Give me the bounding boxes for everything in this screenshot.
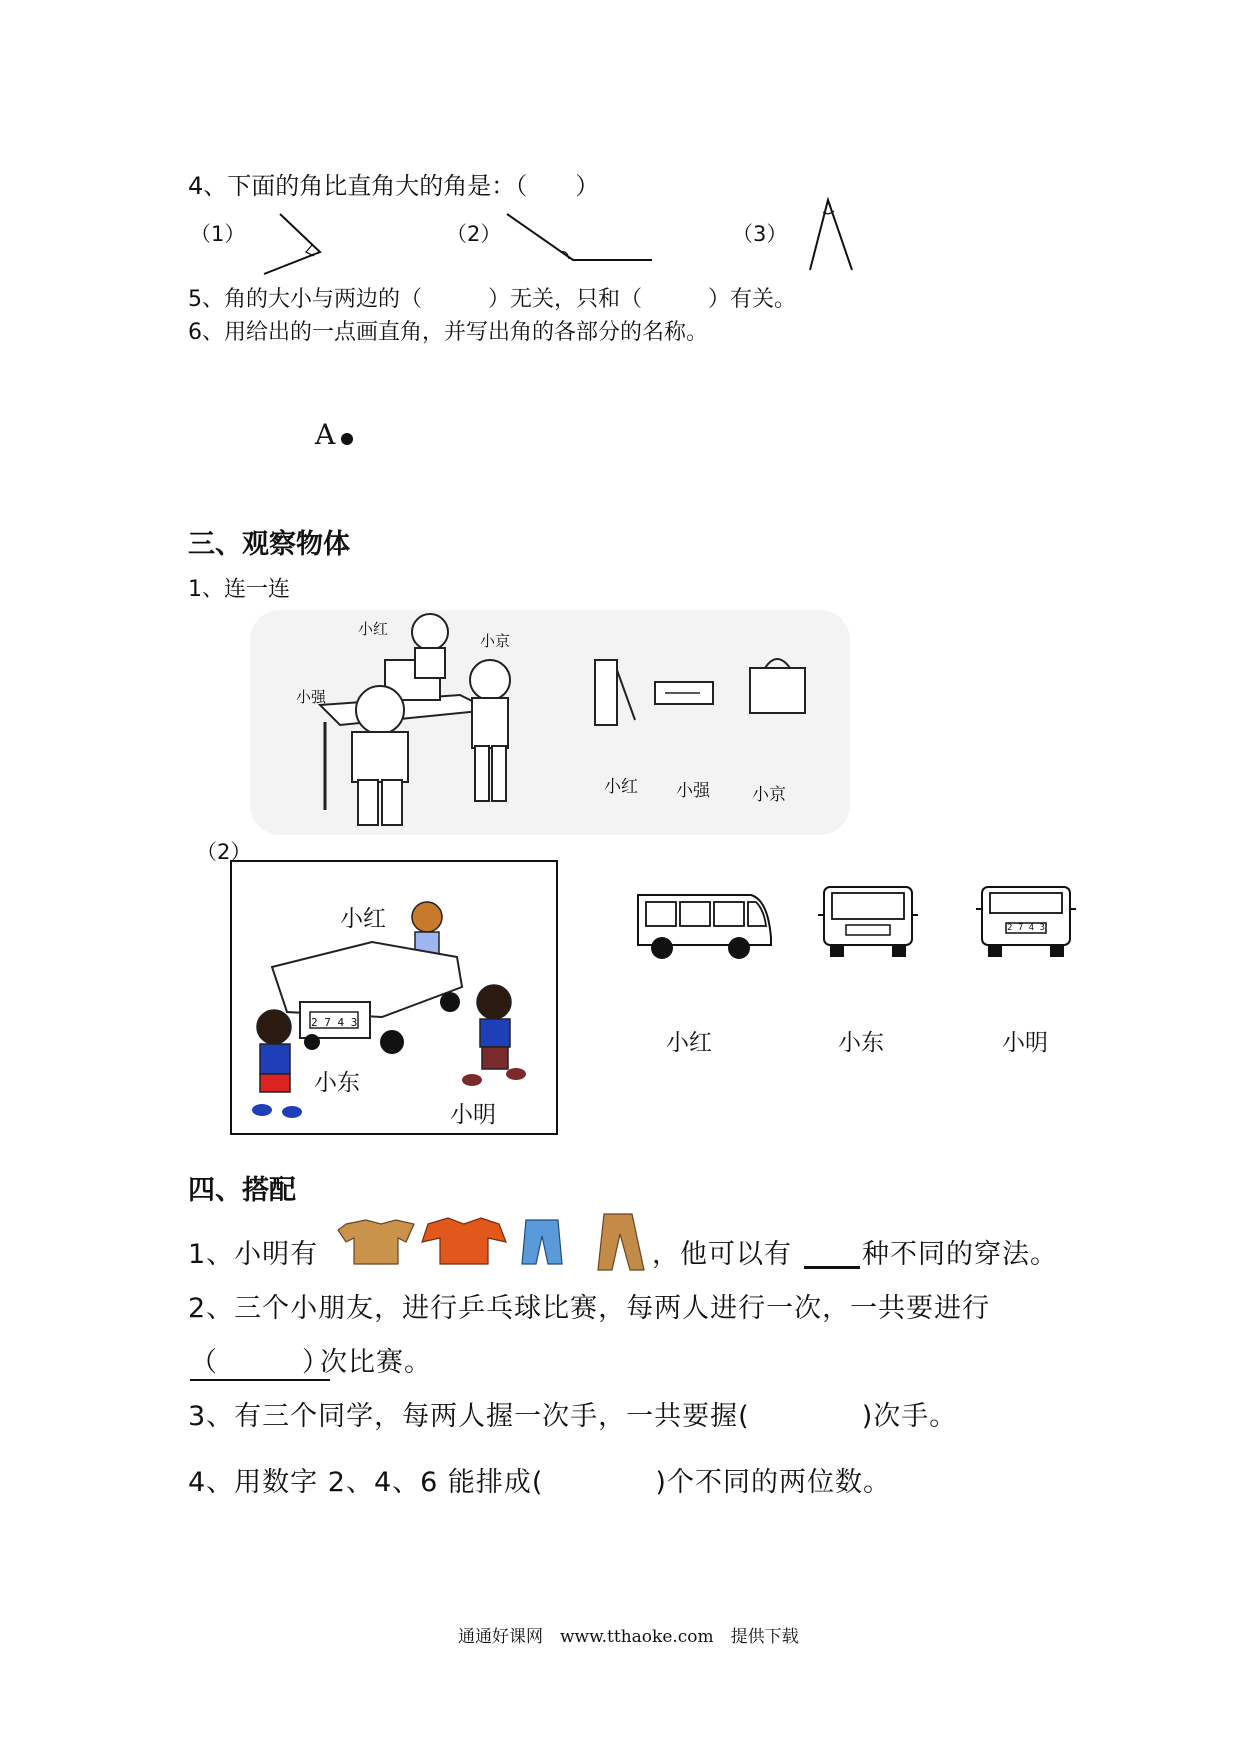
scene1-label-xiaohong: 小红 xyxy=(358,620,389,638)
option-2-label: （2） xyxy=(446,222,502,246)
point-a-dot xyxy=(340,432,354,446)
angle-figure-1 xyxy=(262,212,332,277)
section-4-q3: 3、有三个同学，每两人握一次手，一共要握( )次手。 xyxy=(188,1401,958,1432)
page-footer: 通通好课网 www.tthaoke.com 提供下载 xyxy=(458,1627,799,1647)
section-4-q1-suffix: 种不同的穿法。 xyxy=(862,1239,1058,1270)
scene2-label-xiaoming: 小明 xyxy=(450,1102,496,1128)
scene2-label-xiaodong: 小东 xyxy=(314,1070,360,1096)
section-4-q2-blank[interactable]: （ ） xyxy=(190,1340,330,1381)
section-4-q1-middle: ，他可以有 xyxy=(652,1239,792,1270)
section-4-q2-line1: 2、三个小朋友，进行乒乓球比赛，每两人进行一次，一共要进行 xyxy=(188,1293,991,1324)
section-3-q1: 1、连一连 xyxy=(188,577,290,602)
angle-figure-2 xyxy=(505,212,655,262)
question-6: 6、用给出的一点画直角，并写出角的各部分的名称。 xyxy=(188,320,708,345)
clothes-illustration xyxy=(336,1212,651,1274)
bus-scene-illustration xyxy=(232,862,556,1133)
section-3-title: 三、观察物体 xyxy=(188,529,350,560)
answer-label-2: 小强 xyxy=(676,781,710,801)
view-label-xiaoming: 小明 xyxy=(1002,1030,1048,1056)
option-3-label: （3） xyxy=(732,222,788,246)
point-a-label: A xyxy=(315,418,336,451)
section-4-title: 四、搭配 xyxy=(188,1175,296,1206)
section-4-q1-prefix: 1、小明有 xyxy=(188,1239,319,1270)
section-4-q2-tail: 次比赛。 xyxy=(320,1347,432,1378)
view-label-xiaohong: 小红 xyxy=(666,1030,712,1056)
answer-label-1: 小红 xyxy=(604,777,638,797)
view-label-xiaodong: 小东 xyxy=(838,1030,884,1056)
scene1-label-xiaojing: 小京 xyxy=(480,632,511,650)
answer-label-3: 小京 xyxy=(752,785,786,805)
question-2-mark: （2） xyxy=(196,840,252,864)
bus-side-view xyxy=(636,890,776,965)
angle-figure-3 xyxy=(808,198,858,273)
bus-front-view xyxy=(818,885,918,960)
scene1-label-xiaoqiang: 小强 xyxy=(296,688,327,706)
bus-plate-text: 2 7 4 3 xyxy=(311,1016,358,1029)
section-4-q4: 4、用数字 2、4、6 能排成( )个不同的两位数。 xyxy=(188,1467,891,1498)
section-4-q1-blank[interactable] xyxy=(804,1232,860,1269)
question-5: 5、角的大小与两边的（ ）无关，只和（ ）有关。 xyxy=(188,287,796,312)
scene2-label-xiaohong: 小红 xyxy=(340,906,386,932)
back-view-plate-text: 2 7 4 3 xyxy=(1007,923,1045,933)
question-4: 4、下面的角比直角大的角是：（ ） xyxy=(188,172,600,200)
option-1-label: （1） xyxy=(190,222,246,246)
